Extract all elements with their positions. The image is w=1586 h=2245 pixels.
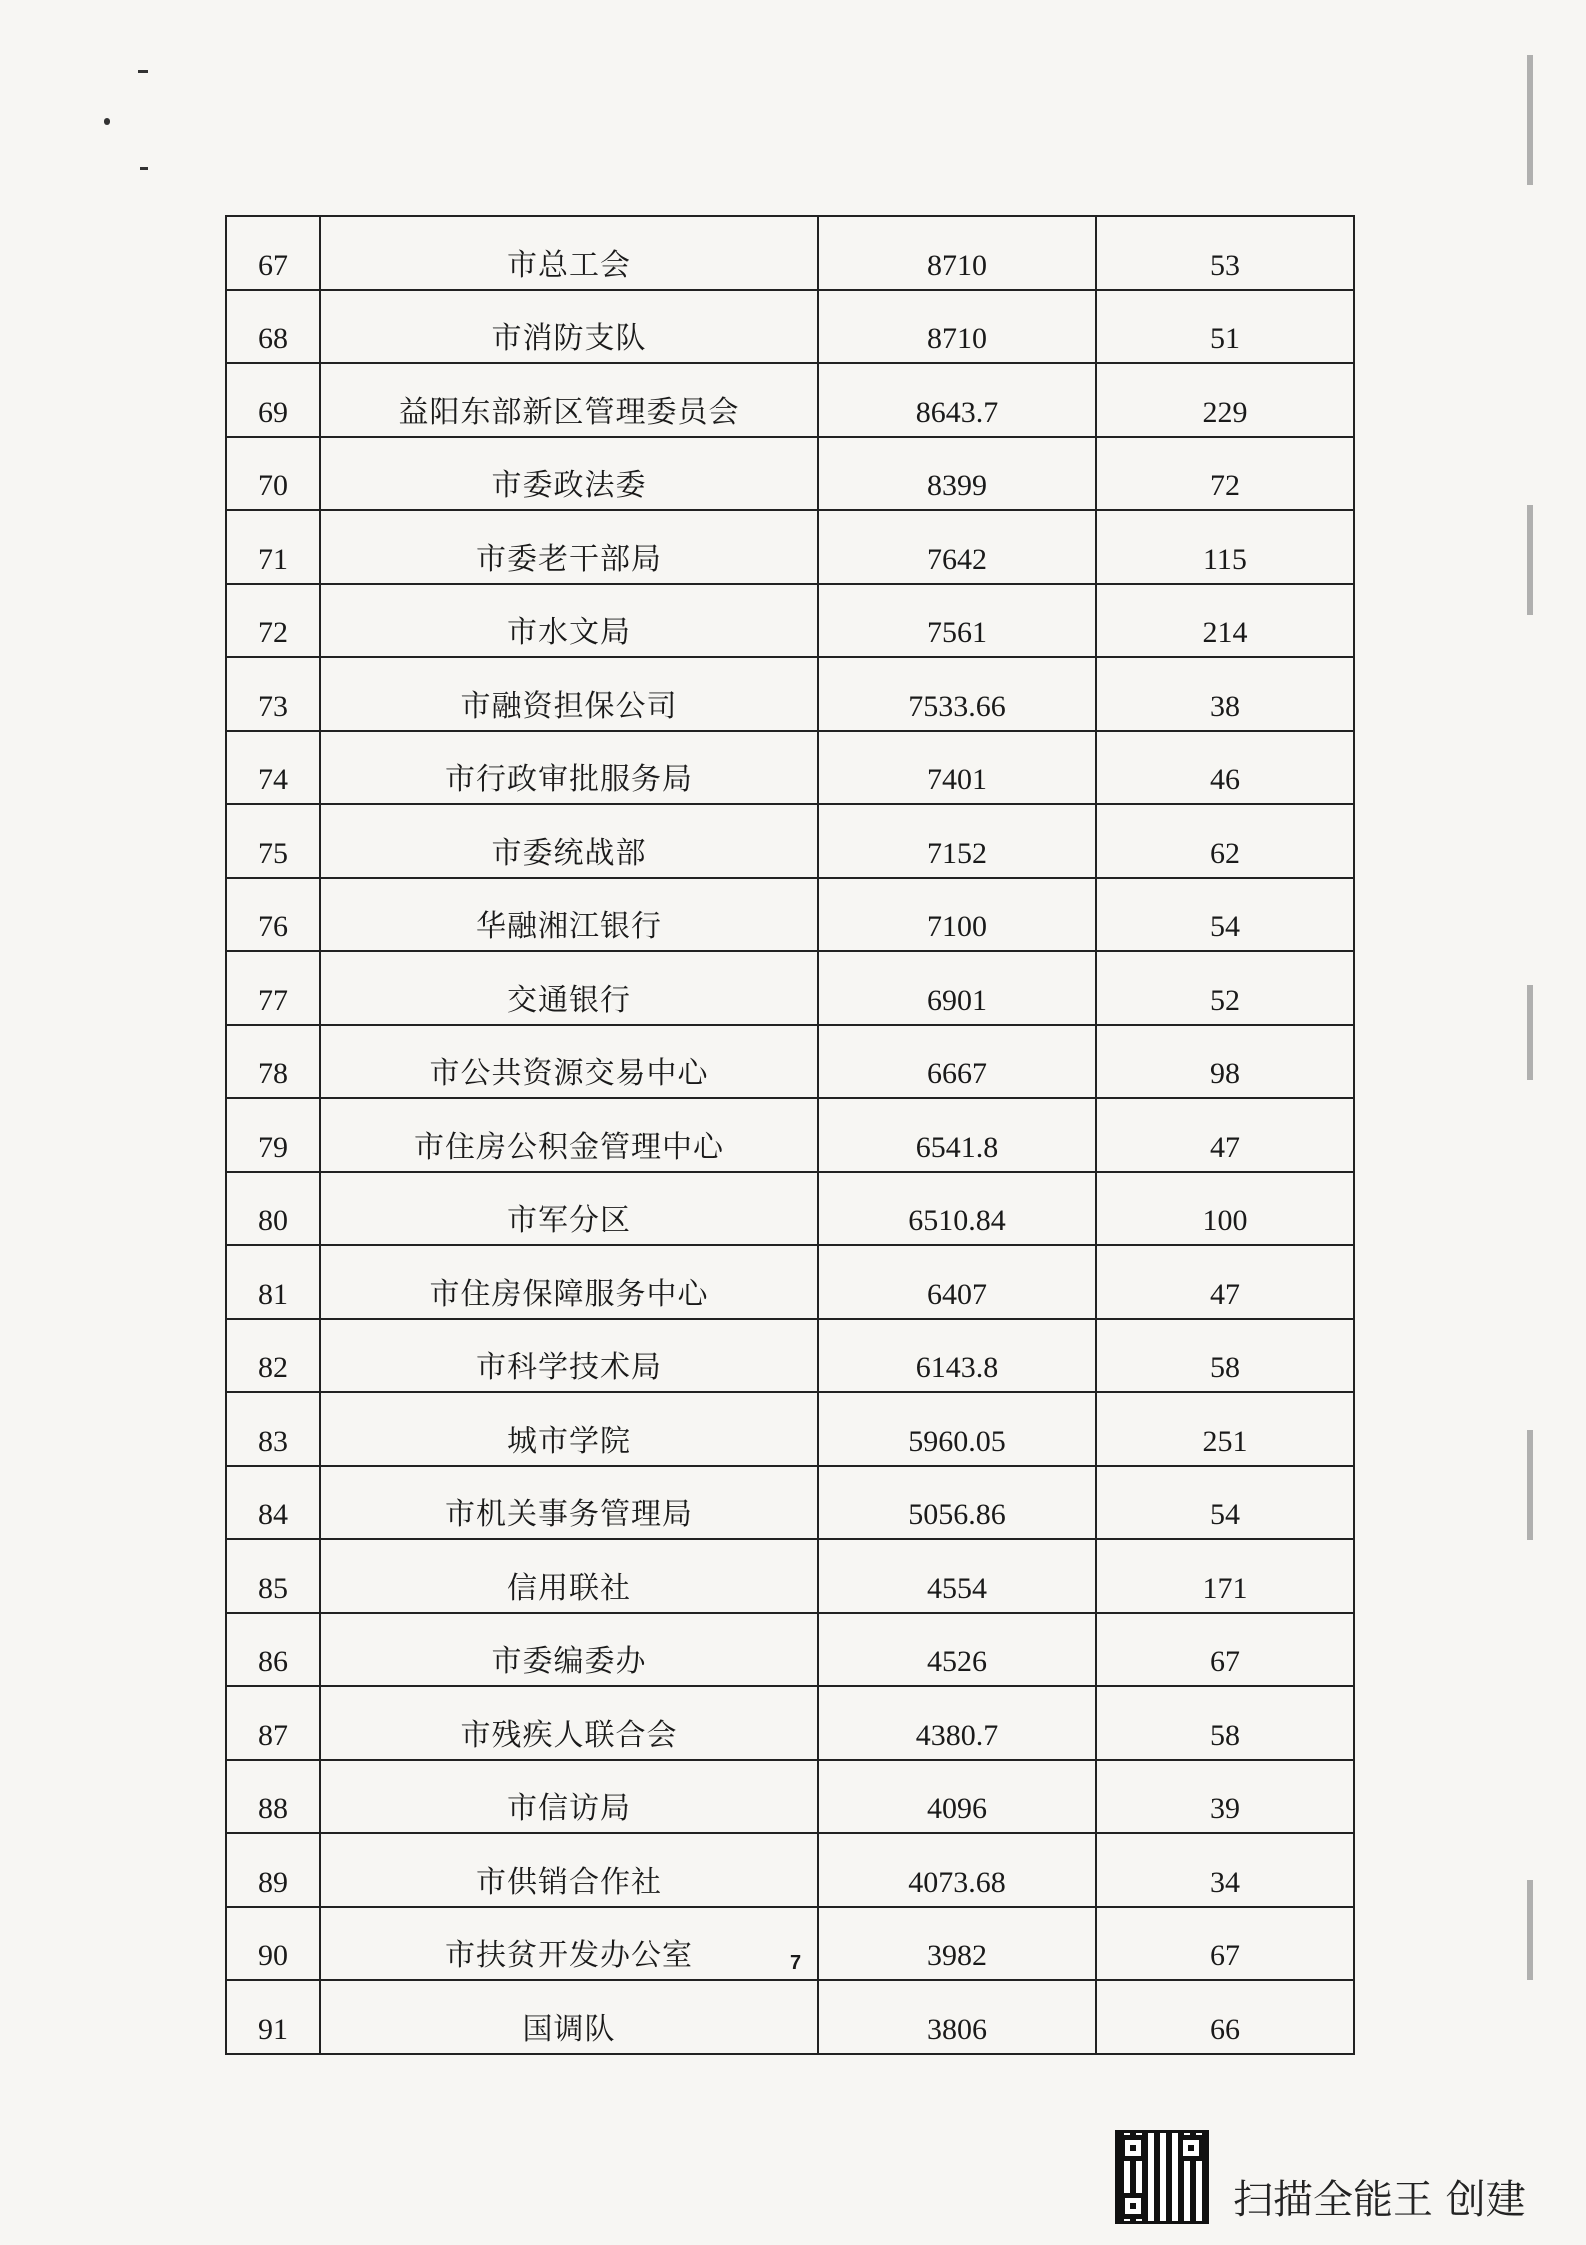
table-row	[226, 1980, 1354, 2054]
row-number-cell: 80	[226, 1172, 320, 1246]
unit-name-cell: 市水文局	[320, 584, 818, 658]
row-number-cell: 91	[226, 1980, 320, 2054]
table-row	[226, 437, 1354, 511]
unit-name-cell: 华融湘江银行	[320, 878, 818, 952]
amount-cell: 3982	[818, 1907, 1096, 1981]
amount-cell: 7642	[818, 510, 1096, 584]
scan-edge-mark	[1527, 55, 1533, 185]
amount-cell: 5056.86	[818, 1466, 1096, 1540]
count-cell: 72	[1096, 437, 1354, 511]
table-row	[226, 1319, 1354, 1393]
count-cell: 66	[1096, 1980, 1354, 2054]
unit-name-cell: 市信访局	[320, 1760, 818, 1834]
table-row	[226, 1025, 1354, 1099]
table-row	[226, 878, 1354, 952]
unit-name-cell: 市融资担保公司	[320, 657, 818, 731]
row-number-cell: 71	[226, 510, 320, 584]
table-row	[226, 584, 1354, 658]
count-cell: 39	[1096, 1760, 1354, 1834]
table-row	[226, 363, 1354, 437]
unit-name-cell: 市行政审批服务局	[320, 731, 818, 805]
table-row	[226, 1613, 1354, 1687]
row-number-cell: 84	[226, 1466, 320, 1540]
count-cell: 54	[1096, 878, 1354, 952]
count-cell: 58	[1096, 1686, 1354, 1760]
amount-cell: 4096	[818, 1760, 1096, 1834]
scan-edge-mark	[1527, 1430, 1533, 1540]
amount-cell: 4526	[818, 1613, 1096, 1687]
count-cell: 34	[1096, 1833, 1354, 1907]
unit-name-cell: 市委老干部局	[320, 510, 818, 584]
row-number-cell: 69	[226, 363, 320, 437]
count-cell: 53	[1096, 216, 1354, 290]
row-number-cell: 76	[226, 878, 320, 952]
table-row	[226, 290, 1354, 364]
amount-cell: 7561	[818, 584, 1096, 658]
amount-cell: 8710	[818, 290, 1096, 364]
amount-cell: 7401	[818, 731, 1096, 805]
table-row	[226, 1098, 1354, 1172]
unit-name-cell: 市委编委办	[320, 1613, 818, 1687]
table-row	[226, 804, 1354, 878]
row-number-cell: 90	[226, 1907, 320, 1981]
count-cell: 98	[1096, 1025, 1354, 1099]
table-row	[226, 731, 1354, 805]
row-number-cell: 72	[226, 584, 320, 658]
table-row	[226, 1245, 1354, 1319]
row-number-cell: 68	[226, 290, 320, 364]
amount-cell: 4380.7	[818, 1686, 1096, 1760]
unit-name-cell: 城市学院	[320, 1392, 818, 1466]
count-cell: 67	[1096, 1613, 1354, 1687]
amount-cell: 6667	[818, 1025, 1096, 1099]
row-number-cell: 83	[226, 1392, 320, 1466]
amount-cell: 6510.84	[818, 1172, 1096, 1246]
table-row	[226, 1172, 1354, 1246]
row-number-cell: 81	[226, 1245, 320, 1319]
count-cell: 251	[1096, 1392, 1354, 1466]
count-cell: 171	[1096, 1539, 1354, 1613]
row-number-cell: 75	[226, 804, 320, 878]
row-number-cell: 82	[226, 1319, 320, 1393]
unit-name-cell: 市住房保障服务中心	[320, 1245, 818, 1319]
table-row	[226, 657, 1354, 731]
amount-cell: 7100	[818, 878, 1096, 952]
amount-cell: 4554	[818, 1539, 1096, 1613]
qr-code-icon	[1115, 2130, 1209, 2224]
unit-name-cell: 益阳东部新区管理委员会	[320, 363, 818, 437]
unit-name-cell: 市供销合作社	[320, 1833, 818, 1907]
unit-name-cell: 市公共资源交易中心	[320, 1025, 818, 1099]
unit-name-cell: 市军分区	[320, 1172, 818, 1246]
unit-name-cell: 市住房公积金管理中心	[320, 1098, 818, 1172]
table-body	[226, 216, 1354, 2054]
table-row	[226, 1760, 1354, 1834]
page-number: 7	[790, 1952, 802, 1974]
row-number-cell: 74	[226, 731, 320, 805]
table-row	[226, 1392, 1354, 1466]
amount-cell: 6541.8	[818, 1098, 1096, 1172]
table-row	[226, 216, 1354, 290]
unit-name-cell: 市扶贫开发办公室	[320, 1907, 818, 1981]
table-row	[226, 510, 1354, 584]
row-number-cell: 89	[226, 1833, 320, 1907]
amount-cell: 8710	[818, 216, 1096, 290]
row-number-cell: 88	[226, 1760, 320, 1834]
amount-cell: 8399	[818, 437, 1096, 511]
row-number-cell: 73	[226, 657, 320, 731]
unit-name-cell: 市消防支队	[320, 290, 818, 364]
count-cell: 214	[1096, 584, 1354, 658]
watermark-text: 扫描全能王 创建	[1233, 2177, 1526, 2223]
table-row	[226, 1833, 1354, 1907]
amount-cell: 6407	[818, 1245, 1096, 1319]
count-cell: 51	[1096, 290, 1354, 364]
row-number-cell: 67	[226, 216, 320, 290]
scan-edge-mark	[1527, 1880, 1533, 1980]
row-number-cell: 85	[226, 1539, 320, 1613]
count-cell: 58	[1096, 1319, 1354, 1393]
unit-name-cell: 信用联社	[320, 1539, 818, 1613]
scan-speck	[104, 118, 110, 125]
count-cell: 54	[1096, 1466, 1354, 1540]
row-number-cell: 87	[226, 1686, 320, 1760]
unit-name-cell: 市机关事务管理局	[320, 1466, 818, 1540]
unit-name-cell: 市委统战部	[320, 804, 818, 878]
amount-cell: 5960.05	[818, 1392, 1096, 1466]
amount-cell: 6901	[818, 951, 1096, 1025]
count-cell: 38	[1096, 657, 1354, 731]
count-cell: 67	[1096, 1907, 1354, 1981]
amount-cell: 7152	[818, 804, 1096, 878]
count-cell: 47	[1096, 1098, 1354, 1172]
scan-edge-mark	[1527, 985, 1533, 1080]
count-cell: 229	[1096, 363, 1354, 437]
count-cell: 115	[1096, 510, 1354, 584]
row-number-cell: 77	[226, 951, 320, 1025]
scan-edge-mark	[1527, 505, 1533, 615]
count-cell: 100	[1096, 1172, 1354, 1246]
unit-name-cell: 市科学技术局	[320, 1319, 818, 1393]
unit-name-cell: 市总工会	[320, 216, 818, 290]
amount-cell: 4073.68	[818, 1833, 1096, 1907]
count-cell: 46	[1096, 731, 1354, 805]
table-row	[226, 951, 1354, 1025]
data-table-container	[225, 215, 1355, 2055]
row-number-cell: 79	[226, 1098, 320, 1172]
data-table	[225, 215, 1355, 2055]
table-row	[226, 1466, 1354, 1540]
scanner-watermark	[1115, 2130, 1535, 2230]
unit-name-cell: 市委政法委	[320, 437, 818, 511]
table-row	[226, 1539, 1354, 1613]
row-number-cell: 78	[226, 1025, 320, 1099]
count-cell: 52	[1096, 951, 1354, 1025]
count-cell: 47	[1096, 1245, 1354, 1319]
table-row	[226, 1686, 1354, 1760]
scan-speck	[138, 70, 148, 73]
row-number-cell: 70	[226, 437, 320, 511]
amount-cell: 6143.8	[818, 1319, 1096, 1393]
amount-cell: 8643.7	[818, 363, 1096, 437]
row-number-cell: 86	[226, 1613, 320, 1687]
count-cell: 62	[1096, 804, 1354, 878]
unit-name-cell: 交通银行	[320, 951, 818, 1025]
scan-speck	[140, 167, 148, 170]
amount-cell: 3806	[818, 1980, 1096, 2054]
unit-name-cell: 市残疾人联合会	[320, 1686, 818, 1760]
amount-cell: 7533.66	[818, 657, 1096, 731]
unit-name-cell: 国调队	[320, 1980, 818, 2054]
